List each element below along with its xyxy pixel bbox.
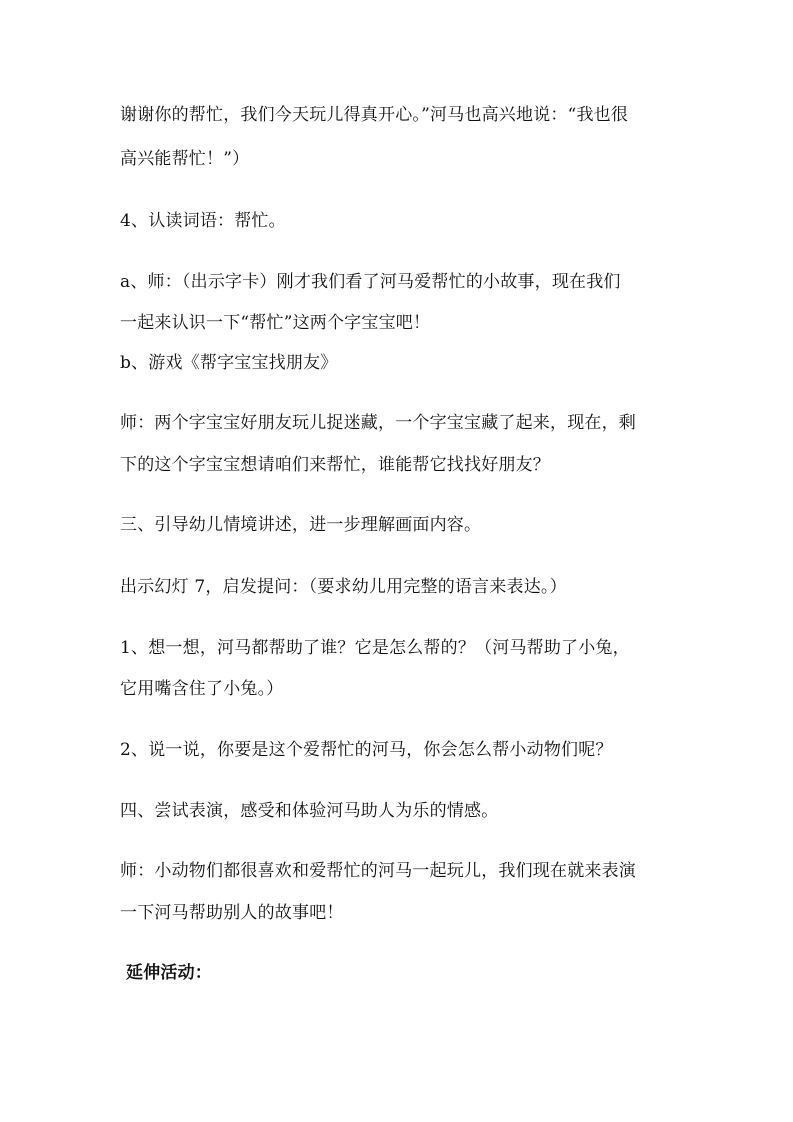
section-heading: 三、引导幼儿情境讲述，进一步理解画面内容。 bbox=[120, 515, 482, 535]
paragraph-line: 一下河马帮助别人的故事吧！ bbox=[120, 903, 344, 923]
paragraph-line: 它用嘴含住了小兔。） bbox=[120, 679, 284, 699]
section-item: 4、认读词语：帮忙。 bbox=[120, 211, 286, 231]
paragraph-line: 1、想一想，河马都帮助了谁？它是怎么帮的？（河马帮助了小兔， bbox=[120, 638, 630, 658]
section-heading: 延伸活动： bbox=[126, 963, 212, 983]
paragraph-line: 出示幻灯 7，启发提问：（要求幼儿用完整的语言来表达。） bbox=[120, 577, 567, 597]
paragraph-line: 高兴能帮忙！”） bbox=[120, 149, 250, 169]
paragraph-line: 下的这个字宝宝想请咱们来帮忙，谁能帮它找找好朋友？ bbox=[120, 455, 550, 475]
paragraph-line: 2、说一说，你要是这个爱帮忙的河马，你会怎么帮小动物们呢？ bbox=[120, 740, 613, 760]
paragraph-line: 师：两个字宝宝好朋友玩儿捉迷藏，一个字宝宝藏了起来，现在，剩 bbox=[120, 413, 636, 433]
paragraph-line: 师：小动物们都很喜欢和爱帮忙的河马一起玩儿，我们现在就来表演 bbox=[120, 861, 636, 881]
paragraph-line: 谢谢你的帮忙，我们今天玩儿得真开心。”河马也高兴地说：“我也很 bbox=[120, 105, 629, 125]
section-item: b、游戏《帮字宝宝找朋友》 bbox=[120, 353, 338, 373]
section-heading: 四、尝试表演，感受和体验河马助人为乐的情感。 bbox=[120, 801, 499, 821]
paragraph-line: 一起来认识一下“帮忙”这两个字宝宝吧！ bbox=[120, 313, 431, 333]
paragraph-line: a、师：（出示字卡）刚才我们看了河马爱帮忙的小故事，现在我们 bbox=[120, 272, 621, 292]
